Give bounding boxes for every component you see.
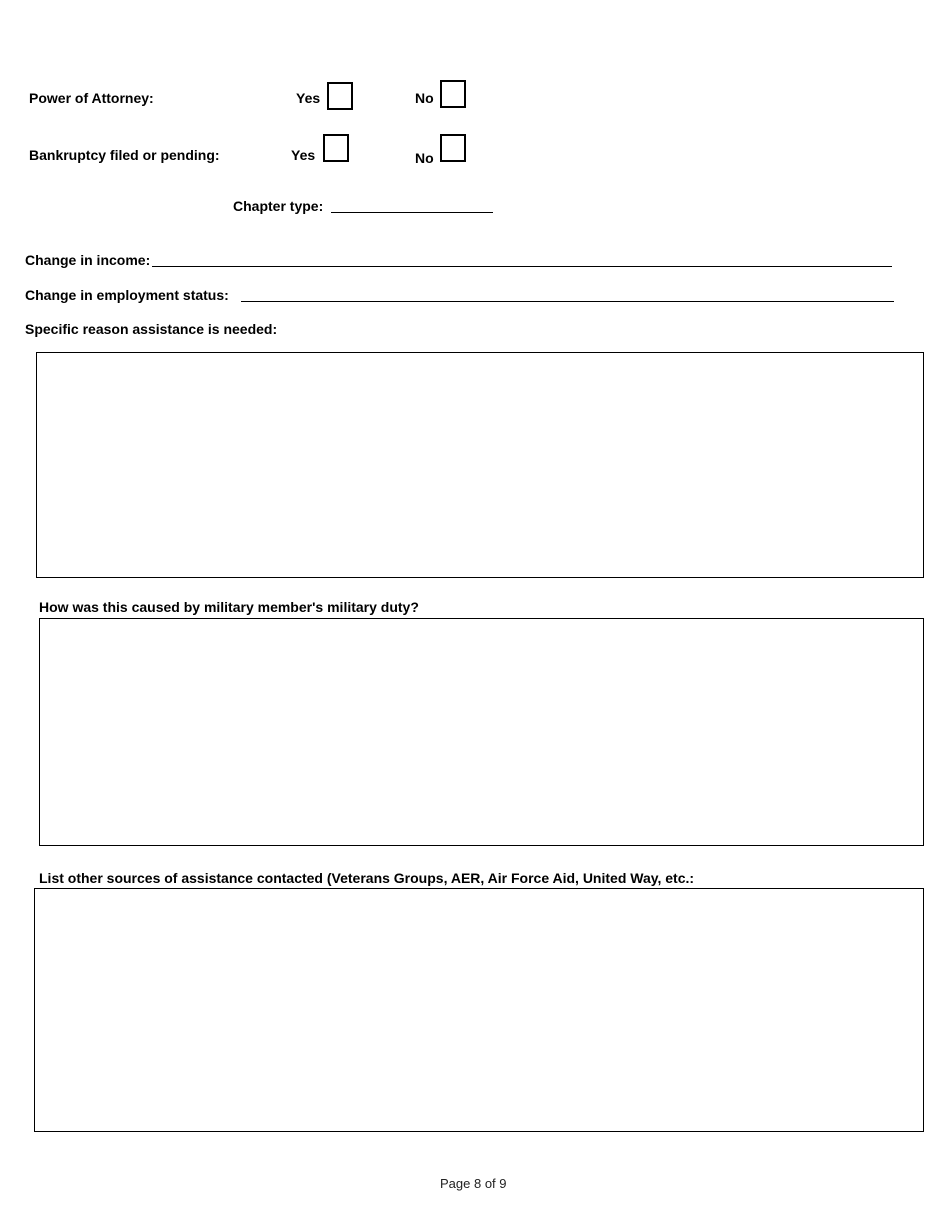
chapter-type-line[interactable] — [331, 212, 493, 213]
military-duty-label: How was this caused by military member's military duty? — [39, 599, 419, 615]
power-of-attorney-label: Power of Attorney: — [29, 90, 154, 106]
bankruptcy-yes-label: Yes — [291, 147, 316, 163]
military-duty-box[interactable] — [39, 618, 924, 846]
page-number: Page 8 of 9 — [440, 1176, 507, 1191]
change-employment-label: Change in employment status: — [25, 287, 229, 303]
change-income-label: Change in income: — [25, 252, 151, 268]
bankruptcy-no-checkbox[interactable] — [440, 134, 466, 162]
poa-no-label: No — [415, 90, 434, 106]
other-sources-label: List other sources of assistance contacted (Veterans Groups, AER, Air Force Aid, United Way, etc.: — [39, 870, 695, 886]
other-sources-box[interactable] — [34, 888, 924, 1132]
specific-reason-box[interactable] — [36, 352, 924, 578]
poa-yes-checkbox[interactable] — [327, 82, 353, 110]
change-employment-line[interactable] — [241, 301, 894, 302]
specific-reason-label: Specific reason assistance is needed: — [25, 321, 278, 337]
poa-yes-label: Yes — [296, 90, 321, 106]
poa-no-checkbox[interactable] — [440, 80, 466, 108]
bankruptcy-label: Bankruptcy filed or pending: — [29, 147, 220, 163]
change-income-line[interactable] — [152, 266, 892, 267]
bankruptcy-no-label: No — [415, 150, 434, 166]
bankruptcy-yes-checkbox[interactable] — [323, 134, 349, 162]
chapter-type-label: Chapter type: — [233, 198, 324, 214]
